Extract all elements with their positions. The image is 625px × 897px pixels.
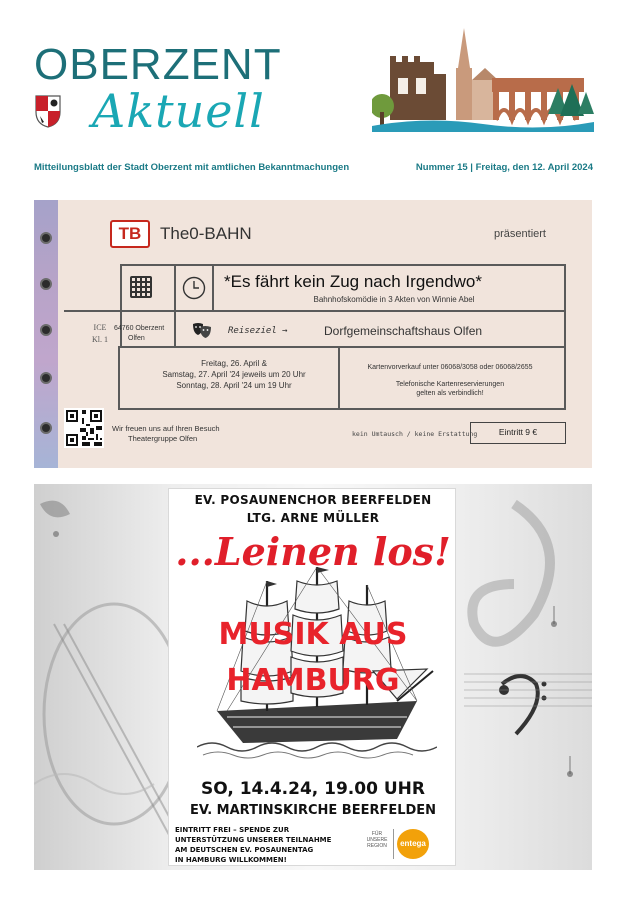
- ticket-rule: [564, 264, 566, 346]
- film-hole: [40, 422, 52, 434]
- ticket-rule: [120, 264, 564, 266]
- film-hole: [40, 278, 52, 290]
- ticket-brand: The0-BAHN: [160, 224, 252, 243]
- presale-info: Kartenvorverkauf unter 06068/3058 oder 06068/2655: [367, 364, 533, 371]
- destination-label: Reiseziel →: [228, 326, 288, 336]
- issue-info: Nummer 15 | Freitag, den 12. April 2024: [415, 162, 593, 173]
- film-strip: [34, 200, 58, 468]
- welcome-line: Theatergruppe Olfen: [128, 434, 198, 443]
- concert-script-title: ...Leinen los!: [175, 529, 451, 574]
- performance-dates: [124, 358, 344, 391]
- town-logo-illustration: [372, 28, 594, 132]
- ticket-class-type: ICE: [93, 323, 107, 332]
- sponsor-tagline: [363, 831, 391, 849]
- concert-ad-section: [34, 484, 592, 870]
- entega-logo: entega: [397, 829, 429, 859]
- date-line: Sonntag, 28. April '24 um 19 Uhr: [176, 381, 292, 390]
- theater-masks-icon: [192, 322, 212, 340]
- newspaper-subtitle: Aktuell: [92, 84, 265, 138]
- concert-venue: EV. MARTINSKIRCHE BEERFELDEN: [189, 803, 437, 818]
- price-box: Eintritt 9 €: [470, 422, 566, 444]
- ticket-rule: [174, 264, 176, 346]
- welcome-line: Wir freuen uns auf Ihren Besuch: [112, 424, 220, 433]
- ticket-origin: [114, 324, 164, 344]
- ticket-rule: [212, 264, 214, 310]
- donation-line: AM DEUTSCHEN EV. POSAUNENTAG: [175, 846, 314, 854]
- qr-code: [64, 408, 104, 448]
- donation-line: UNTERSTÜTZUNG UNSERER TEILNAHME: [175, 836, 332, 844]
- donation-line: IN HAMBURG WILLKOMMEN!: [175, 856, 287, 864]
- film-hole: [40, 232, 52, 244]
- sponsor-tagline-line: UNSERE: [366, 837, 388, 843]
- no-exchange-note: kein Umtausch / keine Erstattung: [352, 430, 478, 438]
- concert-datetime: SO, 14.4.24, 19.00 UHR: [201, 779, 425, 799]
- sponsor-tagline-line: FÜR: [371, 831, 383, 837]
- film-hole: [40, 324, 52, 336]
- ticket-rule: [564, 346, 566, 408]
- sponsor-tagline-line: REGION: [367, 843, 387, 849]
- play-subtitle: Bahnhofskomödie in 3 Akten von Winnie Abel: [313, 295, 475, 304]
- choir-director: LTG. ARNE MÜLLER: [246, 511, 380, 525]
- choir-name: EV. POSAUNENCHOR BEERFELDEN: [194, 493, 432, 507]
- film-hole: [40, 372, 52, 384]
- newspaper-description: Mitteilungsblatt der Stadt Oberzent mit amtlichen Bekanntmachungen: [34, 162, 350, 173]
- reservation-note: [340, 380, 560, 398]
- welcome-note: [112, 424, 220, 444]
- masthead: [0, 0, 625, 160]
- theater-ticket-ad: [34, 200, 592, 468]
- concert-headline-line2: HAMBURG: [226, 663, 400, 698]
- reservation-line: gelten als verbindlich!: [416, 390, 484, 397]
- ticket-rule: [118, 346, 120, 408]
- tb-logo: TB: [110, 220, 150, 248]
- ticket-presents: präsentiert: [494, 228, 546, 240]
- ticket-class-level: Kl. 1: [92, 335, 108, 344]
- destination: Dorfgemeinschaftshaus Olfen: [324, 324, 483, 338]
- ticket-rule: [118, 346, 566, 348]
- concert-poster: [168, 488, 456, 866]
- date-line: Samstag, 27. April '24 jeweils um 20 Uhr: [162, 370, 306, 379]
- origin-line: 64760 Oberzent: [114, 325, 165, 332]
- ticket-rule: [64, 310, 564, 312]
- sailing-ship-illustration: [197, 561, 437, 761]
- play-title: *Es fährt kein Zug nach Irgendwo*: [224, 272, 482, 291]
- sponsor-block: [363, 827, 443, 861]
- reservation-line: Telefonische Kartenreservierungen: [395, 381, 505, 388]
- concert-headline-line1: MUSIK AUS: [218, 617, 408, 652]
- clock-icon: [182, 276, 206, 300]
- donation-line: EINTRITT FREI – SPENDE ZUR: [175, 826, 290, 834]
- calendar-icon: [130, 276, 152, 298]
- ticket-rule: [118, 408, 566, 410]
- ticket-class: [82, 322, 118, 346]
- coat-of-arms-icon: [34, 94, 62, 128]
- sponsor-divider: [393, 829, 394, 859]
- date-line: Freitag, 26. April &: [201, 359, 267, 368]
- newspaper-title: OBERZENT: [34, 40, 282, 89]
- donation-note: [175, 825, 361, 865]
- origin-line: Olfen: [128, 335, 145, 342]
